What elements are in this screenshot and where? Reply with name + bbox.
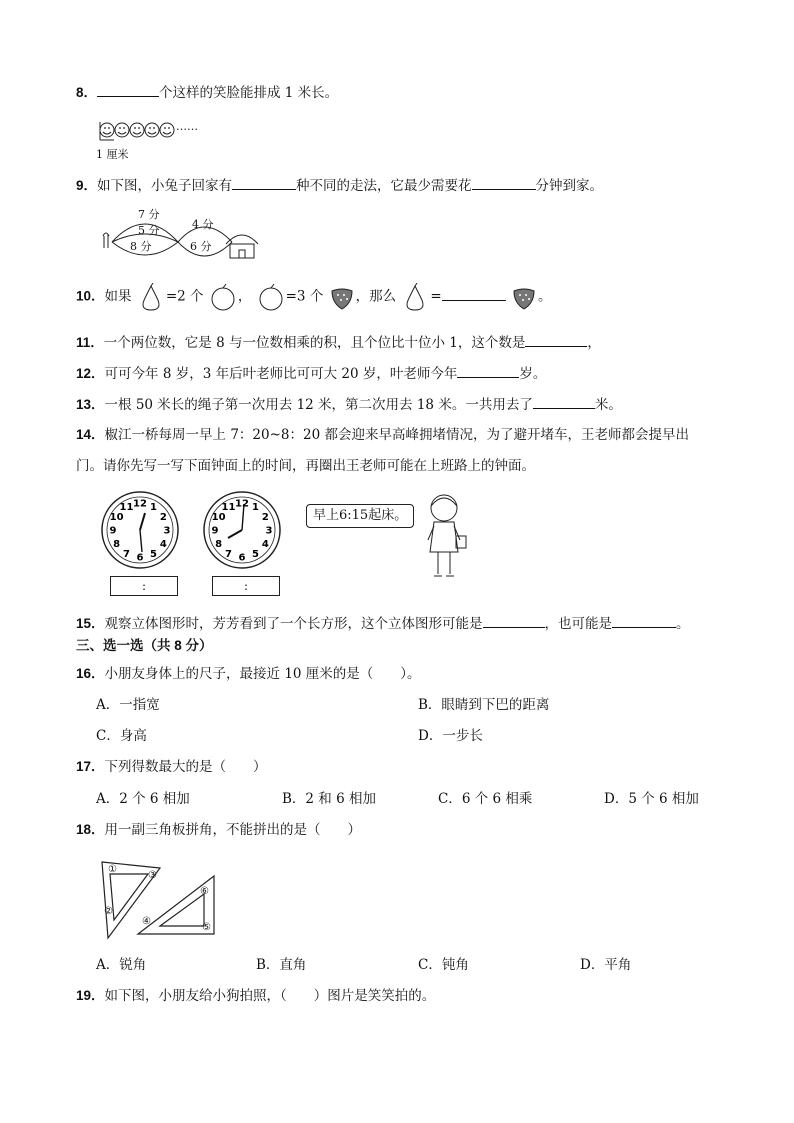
pear-icon (136, 283, 166, 311)
clock-numeral: 5 (150, 548, 157, 560)
clock-numeral: 4 (261, 539, 269, 550)
question-text: 下列得数最大的是（ ） (104, 759, 267, 775)
clocks-figure (100, 490, 480, 600)
q17-option-b[interactable]: B．2 和 6 相加 (282, 791, 376, 807)
clock-numeral: 1 (150, 502, 157, 514)
question-number: 8． (76, 85, 98, 100)
question-text: ， (587, 335, 601, 351)
clock-numeral: 8 (113, 539, 121, 550)
clock-numeral: 10 (109, 512, 124, 523)
question-number: 12． (76, 366, 105, 381)
question-14-line1 (76, 425, 689, 445)
q18-option-c[interactable]: C．钝角 (418, 957, 469, 973)
set-square-figure (98, 856, 222, 940)
pear-icon (400, 283, 430, 311)
q16-option-b[interactable]: B．眼睛到下巴的距离 (418, 697, 550, 713)
clock-numeral: 6 (238, 552, 246, 564)
question-18 (76, 820, 361, 840)
clock-numeral: 6 (136, 552, 144, 564)
answer-blank[interactable] (483, 613, 545, 628)
angle-mark: ① (108, 864, 117, 875)
speech-text: 早上6:15起床。 (313, 508, 408, 523)
colon-text: : (243, 579, 249, 593)
question-text: 可可今年 8 岁，3 年后叶老师比可可大 20 岁，叶老师今年 (104, 366, 458, 382)
clock-numeral: 2 (261, 512, 269, 523)
route-label: 4 分 (192, 218, 214, 231)
question-text: 如下图，小兔子回家有 (97, 178, 233, 194)
answer-blank[interactable] (457, 363, 519, 378)
question-text: =2 个 (165, 288, 204, 305)
angle-mark: ⑤ (202, 922, 211, 933)
question-10 (76, 283, 552, 311)
question-16 (76, 664, 421, 684)
question-text: 。 (676, 616, 690, 632)
angle-mark: ② (104, 906, 113, 917)
route-label: 5 分 (138, 224, 160, 237)
question-text: 一个两位数，它是 8 与一位数相乘的积，且个位比十位小 1，这个数是 (103, 335, 526, 351)
rabbit-route-figure (100, 204, 260, 262)
question-text: 分钟到家。 (535, 178, 604, 194)
question-14-line2 (76, 456, 535, 476)
question-number: 16． (76, 666, 105, 681)
question-text: =3 个 (285, 288, 324, 305)
clock-numeral: 9 (211, 525, 219, 537)
clock-numeral: 10 (211, 512, 226, 523)
question-number: 17． (76, 759, 105, 774)
question-19 (76, 986, 435, 1006)
question-number: 18． (76, 822, 105, 837)
question-text: 椒江一桥每周一早上 7：20~8：20 都会迎来早高峰拥堵情况，为了避开堵车，王老师都会提早出 (104, 427, 689, 443)
q17-option-d[interactable]: D．5 个 6 相加 (604, 791, 699, 807)
question-text: ，那么 (355, 288, 397, 305)
question-text: 用一副三角板拼角，不能拼出的是（ ） (104, 822, 362, 838)
apple-icon (256, 283, 286, 311)
q16-option-d[interactable]: D．一步长 (418, 728, 483, 744)
section-3-title: 三、选一选（共 8 分） (76, 638, 213, 653)
question-number: 9． (76, 178, 98, 193)
strawberry-icon (510, 283, 538, 311)
clock-numeral: 3 (163, 525, 171, 537)
question-text: 一根 50 米长的绳子第一次用去 12 米，第二次用去 18 米。一共用去了 (104, 397, 533, 413)
q18-option-a[interactable]: A．锐角 (96, 957, 147, 973)
route-diagram (100, 204, 260, 262)
clock-numeral: 4 (159, 539, 167, 550)
question-number: 19． (76, 988, 105, 1003)
question-15 (76, 613, 690, 634)
clock-numeral: 7 (123, 548, 130, 560)
clock-numeral: 9 (109, 525, 117, 537)
question-text: 岁。 (519, 366, 547, 382)
answer-blank[interactable] (232, 175, 296, 190)
ellipsis-text: …… (176, 120, 198, 133)
time-answer-box-2[interactable] (212, 576, 280, 596)
angle-mark: ⑥ (200, 886, 209, 897)
route-label: 8 分 (130, 240, 152, 253)
question-number: 10． (76, 288, 105, 304)
question-number: 14． (76, 427, 105, 442)
question-text: 如果 (104, 288, 132, 305)
apple-icon (208, 283, 238, 311)
clock-numeral: 11 (119, 502, 134, 514)
route-label: 6 分 (190, 240, 212, 253)
angle-mark: ④ (142, 916, 151, 927)
question-12 (76, 363, 546, 384)
colon-text: : (141, 579, 147, 593)
clock-numeral: 1 (252, 502, 259, 514)
clock-numeral: 5 (252, 548, 259, 560)
q17-option-c[interactable]: C．6 个 6 相乘 (438, 791, 533, 807)
question-text: 如下图，小朋友给小狗拍照，（ ）图片是笑笑拍的。 (104, 988, 436, 1004)
question-text: 小朋友身体上的尺子，最接近 10 厘米的是（ ）。 (104, 666, 421, 682)
clock-numeral: 12 (133, 498, 147, 510)
question-number: 13． (76, 397, 105, 412)
question-text: ，也可能是 (544, 616, 613, 632)
clock-numeral: 3 (265, 525, 273, 537)
answer-blank[interactable] (612, 613, 676, 628)
question-13 (76, 394, 622, 415)
time-answer-box-1[interactable] (110, 576, 178, 596)
angle-mark: ③ (148, 870, 157, 881)
answer-blank[interactable] (442, 286, 506, 301)
q16-option-c[interactable]: C．身高 (96, 728, 147, 744)
clock-numeral: 7 (225, 548, 232, 560)
teacher-figure-image (416, 490, 476, 590)
q17-option-a[interactable]: A．2 个 6 相加 (96, 791, 190, 807)
question-text: ， (237, 288, 252, 305)
question-11 (76, 332, 601, 353)
unit-label: 1 厘米 (96, 148, 129, 161)
question-text: 。 (538, 288, 552, 305)
clock-numeral: 11 (221, 502, 236, 514)
question-text: 个这样的笑脸能排成 1 米长。 (159, 85, 339, 101)
question-text: 种不同的走法，它最少需要花 (296, 178, 472, 194)
answer-blank[interactable] (533, 394, 595, 409)
question-17 (76, 757, 267, 777)
clock-numeral: 2 (159, 512, 167, 523)
answer-blank[interactable] (472, 175, 536, 190)
question-8 (76, 82, 338, 103)
clock-numbers (100, 490, 290, 572)
speech-bubble (306, 504, 414, 528)
strawberry-icon (328, 283, 356, 311)
question-number: 11． (76, 335, 104, 350)
answer-blank[interactable] (97, 82, 159, 97)
answer-blank[interactable] (525, 332, 587, 347)
route-label: 7 分 (138, 208, 160, 221)
clock-numeral: 12 (235, 498, 249, 510)
q18-option-b[interactable]: B．直角 (256, 957, 307, 973)
question-9 (76, 175, 603, 196)
clock-numeral: 8 (215, 539, 223, 550)
q16-option-a[interactable]: A．一指宽 (96, 697, 160, 713)
question-text: 门。请你先写一写下面钟面上的时间，再圈出王老师可能在上班路上的钟面。 (76, 458, 535, 474)
question-text: = (430, 288, 442, 305)
question-text: 观察立体图形时，芳芳看到了一个长方形，这个立体图形可能是 (104, 616, 483, 632)
q18-option-d[interactable]: D．平角 (580, 957, 632, 973)
smiley-ruler-figure (96, 118, 216, 162)
question-text: 米。 (594, 397, 622, 413)
question-number: 15． (76, 616, 105, 631)
